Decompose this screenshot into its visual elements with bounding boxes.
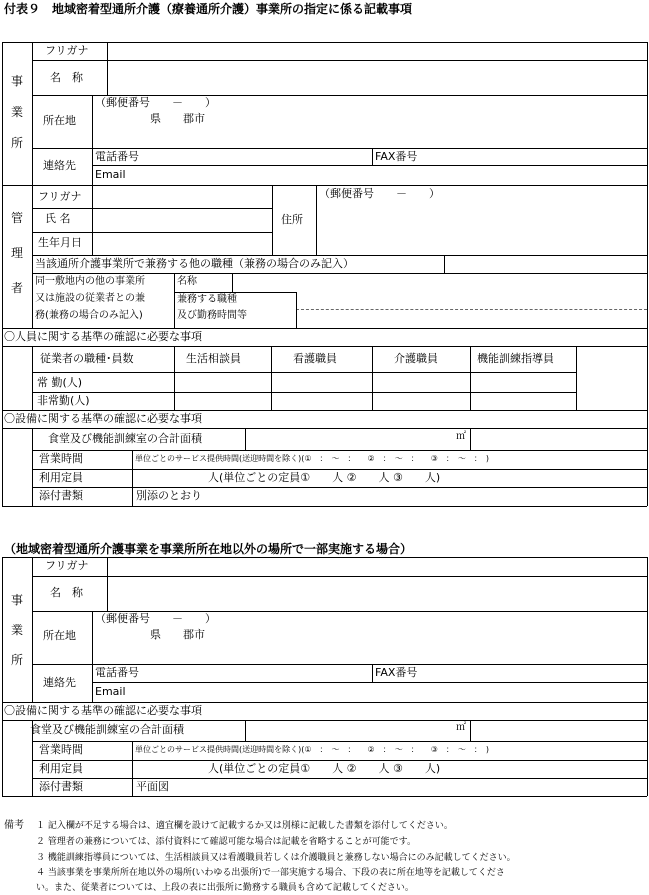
rule [372,664,373,682]
rule [470,428,471,450]
hours-label: 営業時間 [39,452,83,465]
rule [2,557,647,558]
rule [132,741,133,796]
rule [32,487,647,488]
office-fax-label: FAX番号 [375,150,418,163]
note-1: １ 記入欄が不足する場合は、適宜欄を設けて記載するか又は別様に記載した書類を添付してください。 [36,821,453,831]
manager-birth-label: 生年月日 [38,236,82,249]
rule [32,778,647,779]
branch-furigana-label: フリガナ [45,559,89,572]
rule [316,185,317,255]
office-side-2: 業 [11,105,24,119]
manager-address-label: 住所 [281,213,303,226]
branch-area-unit: ㎡ [456,722,466,733]
manager-side-2: 理 [11,246,24,260]
rule [296,309,647,310]
note-3: ３ 機能訓練指導員については、生活相談員又は看護職員若しくは介護職員と兼務しない場合にのみ記載してください。 [36,853,516,863]
office-side-1: 事 [11,74,24,88]
notes-label: 備考 [4,820,24,831]
part2-title: （地域密着型通所介護事業を事業所所在地以外の場所で一部実施する場合） [4,542,413,556]
rule [647,42,648,506]
branch-side-1: 事 [11,593,24,607]
office-address-label: 所在地 [43,114,76,127]
branch-fax-label: FAX番号 [375,666,418,679]
rule [2,328,647,329]
rule [174,346,175,410]
rule [32,469,647,470]
rule [296,292,297,328]
staff-col-nurse: 看護職員 [293,352,337,365]
rule [470,720,471,741]
manager-duty-line1: 兼務する職種 [177,294,237,305]
rule [647,557,648,796]
rule [107,42,108,95]
rule [2,42,3,506]
staff-parttime-label: 非常勤(人) [37,394,90,407]
office-name-label: 名 称 [50,71,83,84]
rule [32,450,647,451]
branch-area-label: 食堂及び機能訓練室の合計面積 [30,723,184,736]
branch-side-3: 所 [11,653,24,667]
rule [32,60,647,61]
manager-concurrent-label: 当該通所介護事業所で兼務する他の職種（兼務の場合のみ記入） [35,257,354,270]
rule [132,450,133,506]
rule [245,428,246,450]
staff-col-counselor: 生活相談員 [186,352,241,365]
hours-value: 単位ごとのサービス提供時間(送迎時間を除く)(① ： ～ ： ② ： ～ ： ③ ： ～ ： ) [135,454,489,463]
manager-postal: （郵便番号 － ） [319,187,440,200]
rule [92,185,93,255]
branch-email-label: Email [95,685,126,698]
rule [272,185,273,255]
branch-side-2: 業 [11,623,24,637]
rule [2,428,647,429]
facility-area-unit: ㎡ [456,431,466,442]
rule [2,42,647,43]
staff-fulltime-label: 常 勤(人) [37,376,83,389]
manager-duty-line2: 及び勤務時間等 [177,310,247,321]
rule [32,760,647,761]
rule [2,702,647,703]
rule [32,273,647,274]
capacity-label: 利用定員 [39,471,83,484]
manager-other-name-label: 名称 [177,276,197,287]
branch-phone-label: 電話番号 [95,666,139,679]
rule [32,346,33,410]
rule [32,664,647,665]
rule [32,392,576,393]
rule [92,148,647,149]
rule [92,95,93,185]
rule [32,428,33,506]
rule [2,720,647,721]
branch-hours-label: 営業時間 [39,743,83,756]
rule [271,346,272,410]
office-contact-label: 連絡先 [43,159,76,172]
branch-contact-label: 連絡先 [43,676,76,689]
rule [32,576,647,577]
rule [2,410,647,411]
rule [107,557,108,611]
branch-address-label: 所在地 [43,629,76,642]
staff-col-trainer: 機能訓練指導員 [477,352,554,365]
office-phone-label: 電話番号 [95,150,139,163]
branch-attach-value: 平面図 [136,780,169,793]
rule [2,796,647,797]
rule [32,232,272,233]
branch-postal: （郵便番号 － ） [95,612,216,625]
office-postal: （郵便番号 － ） [95,96,216,109]
office-side-3: 所 [11,136,24,150]
rule [2,346,647,347]
office-email-label: Email [95,168,126,181]
rule [245,720,246,741]
capacity-value: 人(単位ごとの定員① 人 ② 人 ③ 人) [208,471,441,484]
rule [32,557,33,702]
manager-other-line3: 務(兼務の場合のみ記入) [35,310,143,321]
staff-col-caregiver: 介護職員 [394,352,438,365]
branch-hours-value: 単位ごとのサービス提供時間(送迎時間を除く)(① ： ～ ： ② ： ～ ： ③ ： ～ ： ) [135,745,489,754]
rule [372,346,373,410]
manager-side-1: 管 [11,211,24,225]
branch-facility-section-heading: 〇設備に関する基準の確認に必要な事項 [4,704,202,717]
branch-capacity-label: 利用定員 [39,762,83,775]
rule [32,372,576,373]
rule [174,292,296,293]
branch-prefcity: 県 郡市 [150,628,205,641]
note-2: ２ 管理者の兼務については、添付資料にて確認可能な場合は記載を省略することが可能です。 [36,837,416,847]
branch-name-label: 名 称 [50,586,83,599]
staff-header-label: 従業者の職種･員数 [40,352,134,365]
manager-furigana-label: フリガナ [38,190,82,203]
note-4a: ４ 当該事業を事業所所在地以外の場所(いわゆる出張所)で一部実施する場合、下段の表に所在地等を記載してくださ [36,868,505,878]
staff-section-heading: 〇人員に関する基準の確認に必要な事項 [4,330,202,343]
rule [174,273,175,328]
office-prefcity: 県 郡市 [150,112,205,125]
rule [2,557,3,796]
manager-name-label: 氏 名 [45,212,71,225]
rule [470,346,471,410]
facility-section-heading: 〇設備に関する基準の確認に必要な事項 [4,412,202,425]
branch-capacity-value: 人(単位ごとの定員① 人 ② 人 ③ 人) [208,762,441,775]
manager-other-line1: 同一敷地内の他の事業所 [35,276,145,287]
rule [576,346,577,410]
attach-value: 別添のとおり [136,489,202,502]
attach-label: 添付書類 [39,489,83,502]
branch-attach-label: 添付書類 [39,780,83,793]
rule [2,185,647,186]
facility-area-label: 食堂及び機能訓練室の合計面積 [48,432,202,445]
rule [444,255,445,273]
rule [32,208,272,209]
rule [32,741,647,742]
rule [2,506,647,507]
rule [92,165,647,166]
rule [32,255,647,256]
manager-side-3: 者 [11,281,24,295]
rule [92,682,647,683]
manager-other-line2: 又は施設の従業者との兼 [35,293,145,304]
note-4b: い。また、従業者については、上段の表に出張所に勤務する職員も含めて記載してください。 [36,883,414,893]
rule [32,148,92,149]
office-furigana-label: フリガナ [45,44,89,57]
page-title: 付表９ 地域密着型通所介護（療養通所介護）事業所の指定に係る記載事項 [4,2,413,16]
rule [372,148,373,165]
rule [92,611,93,702]
rule [232,273,233,292]
rule [32,42,33,328]
